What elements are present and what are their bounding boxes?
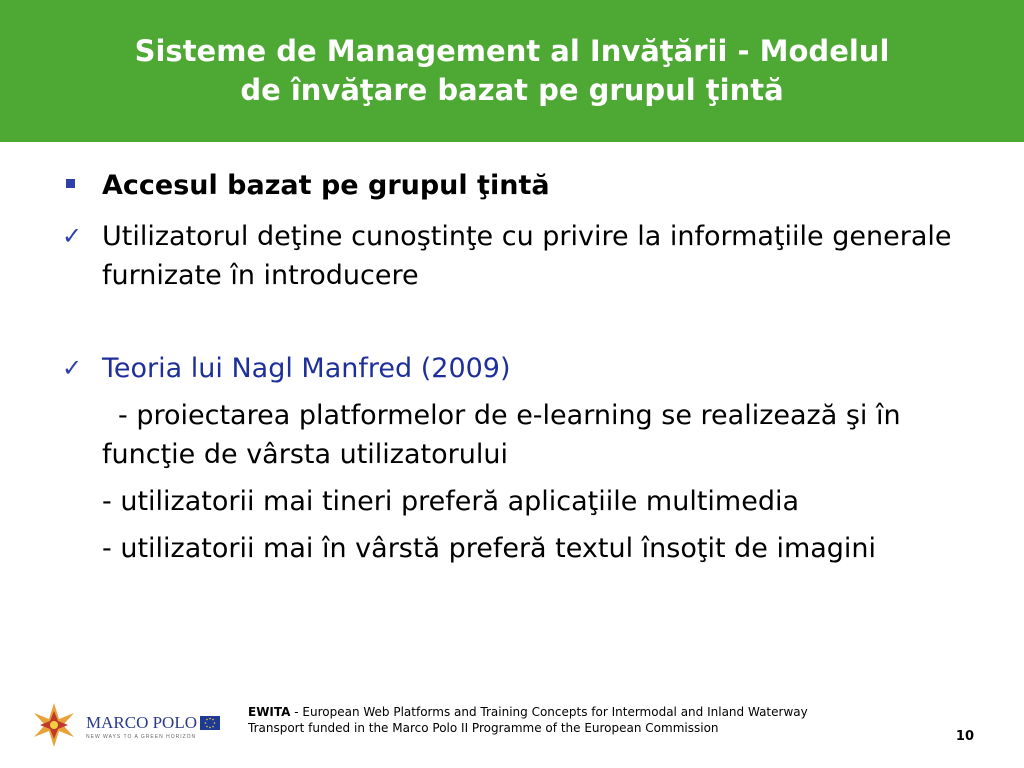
checkmark-icon: ✓ — [62, 354, 83, 382]
sub-item-3-text: - utilizatorii mai în vârstă preferă textul însoţit de imagini — [102, 533, 877, 564]
footer-line-2: Transport funded in the Marco Polo II Programme of the European Commission — [248, 721, 719, 735]
check-item-2 — [62, 349, 982, 388]
check-item-1 — [62, 217, 982, 295]
logo-tagline: NEW WAYS TO A GREEN HORIZON — [86, 734, 197, 740]
logo-text: MARCO POLO — [86, 713, 197, 732]
sub-item-2-text: - utilizatorii mai tineri preferă aplicaţiile multimedia — [102, 486, 800, 517]
title-line-1: Sisteme de Management al Invăţării - Modelul — [134, 34, 890, 68]
sub-item-1 — [62, 396, 982, 474]
sub-item-1-text: - proiectarea platformelor de e-learning se realizează şi în funcţie de vârsta utilizatorului — [102, 400, 901, 470]
slide-title — [32, 32, 992, 110]
star-logo-icon — [30, 700, 230, 750]
footer-line-1: - European Web Platforms and Training Concepts for Intermodal and Inland Waterway — [290, 705, 808, 719]
sub-item-2 — [62, 482, 982, 521]
heading-bullet-item — [62, 166, 982, 205]
slide-body — [62, 166, 982, 568]
footer-org: EWITA — [248, 705, 291, 719]
square-bullet-icon — [62, 166, 98, 205]
title-line-2: de învăţare bazat pe grupul ţintă — [240, 73, 784, 107]
footer-credits — [248, 704, 888, 736]
title-banner — [0, 0, 1024, 142]
section-heading: Accesul bazat pe grupul ţintă — [102, 170, 550, 201]
check-item-1-text: Utilizatorul deţine cunoştinţe cu privire la informaţiile generale furnizate în introducere — [102, 221, 952, 291]
checkmark-icon: ✓ — [62, 222, 83, 250]
page-number: 10 — [955, 729, 974, 744]
check-item-2-text: Teoria lui Nagl Manfred (2009) — [102, 353, 511, 384]
sub-item-3 — [62, 529, 982, 568]
marco-polo-logo — [30, 700, 230, 750]
